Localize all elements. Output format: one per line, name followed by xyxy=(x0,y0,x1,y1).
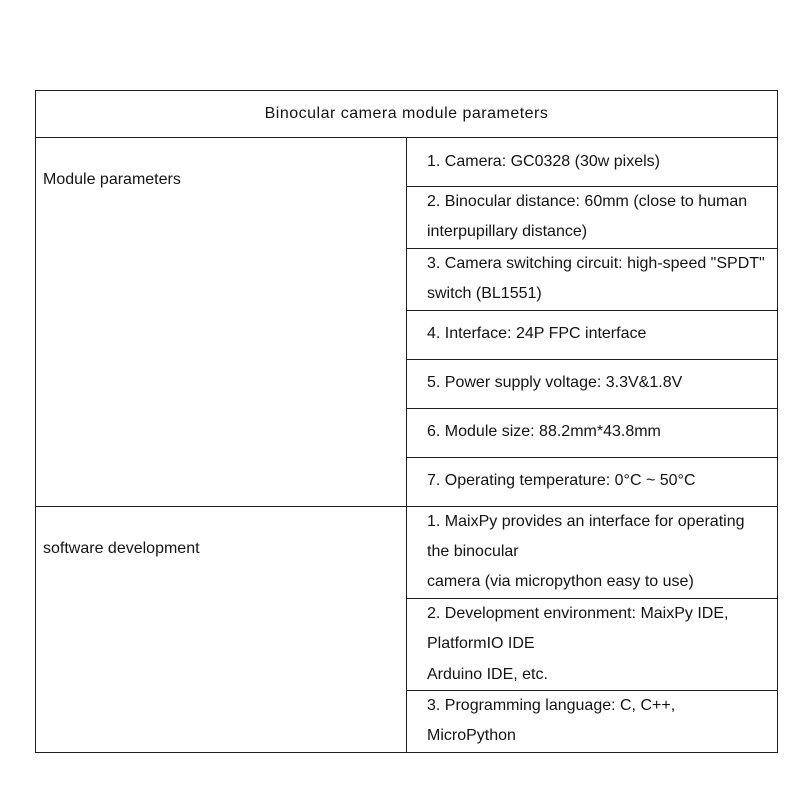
spec-row-operating-temperature xyxy=(407,457,778,506)
spec-text: 1. Camera: GC0328 (30w pixels) xyxy=(427,152,660,170)
section-label-software-development: software development xyxy=(36,506,407,752)
spec-text: 3. Camera switching circuit: high-speed "SPDT" switch (BL1551) xyxy=(427,254,765,303)
spec-row-camera xyxy=(407,138,778,187)
spec-table xyxy=(35,90,778,753)
spec-row-binocular-distance xyxy=(407,187,778,249)
spec-row-switching-circuit xyxy=(407,248,778,310)
spec-text: 7. Operating temperature: 0°C ~ 50°C xyxy=(427,472,696,490)
spec-text: 1. MaixPy provides an interface for operating the binocular xyxy=(427,512,745,560)
spec-text: 2. Development environment: MaixPy IDE, PlatformIO IDE xyxy=(427,604,729,653)
section-label-module-parameters: Module parameters xyxy=(36,138,407,507)
table-title: Binocular camera module parameters xyxy=(36,91,778,138)
spec-row-development-environment xyxy=(407,598,778,690)
spec-text: 2. Binocular distance: 60mm (close to human interpupillary distance) xyxy=(427,193,748,241)
spec-text: 3. Programming language: C, C++, MicroPython xyxy=(427,696,676,745)
spec-text: 6. Module size: 88.2mm*43.8mm xyxy=(427,423,661,441)
spec-row-power-supply xyxy=(407,359,778,408)
spec-text: camera (via micropython easy to use) xyxy=(427,573,694,591)
spec-row-interface xyxy=(407,310,778,359)
spec-text: Arduino IDE, etc. xyxy=(427,665,548,683)
spec-row-module-size xyxy=(407,408,778,457)
spec-row-maixpy-interface xyxy=(407,506,778,598)
spec-text: 5. Power supply voltage: 3.3V&1.8V xyxy=(427,374,683,392)
spec-text: 4. Interface: 24P FPC interface xyxy=(427,325,647,343)
spec-row-programming-language xyxy=(407,690,778,752)
